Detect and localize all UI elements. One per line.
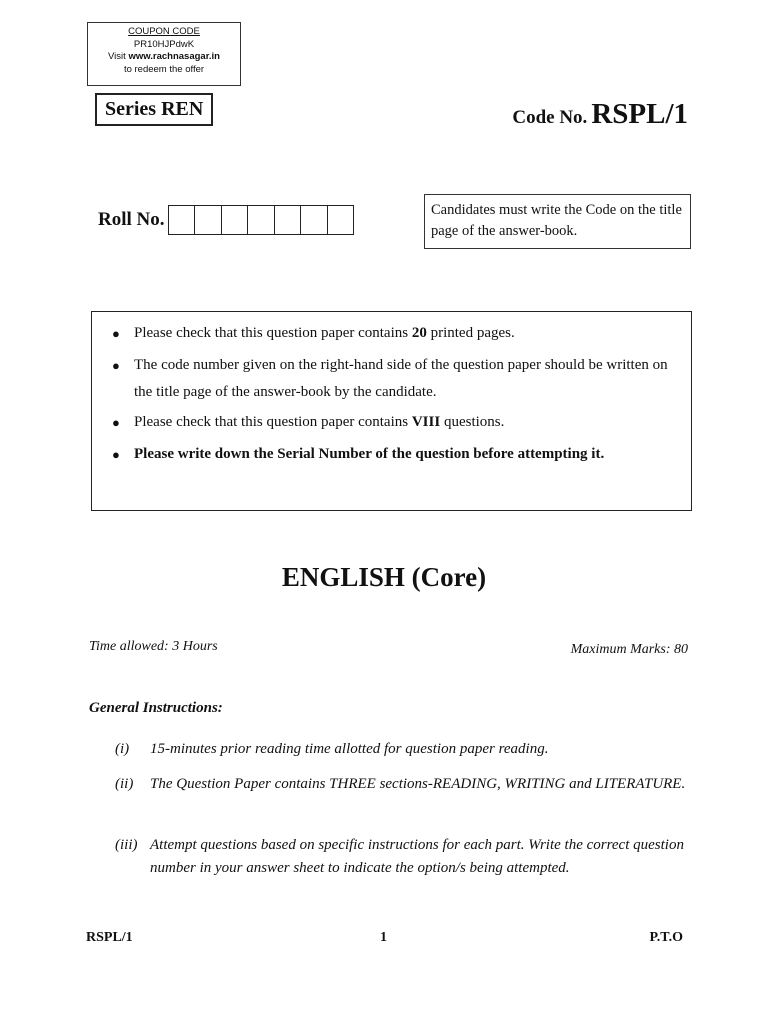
time-allowed: Time allowed: 3 Hours xyxy=(89,639,218,654)
bullet-icon: ● xyxy=(112,326,120,341)
question-count: VIII xyxy=(411,414,441,430)
coupon-visit-prefix: Visit xyxy=(108,51,129,62)
roll-number-label: Roll No. xyxy=(98,209,165,230)
instruction-number: (iii) xyxy=(115,837,138,853)
checklist-item-text: Please check that this question paper contains xyxy=(134,414,412,430)
code-number-value: RSPL/1 xyxy=(591,98,688,130)
bullet-icon: ● xyxy=(112,415,120,430)
checklist-item-text: printed pages. xyxy=(426,325,515,341)
coupon-redeem: to redeem the offer xyxy=(123,63,205,75)
instruction-item xyxy=(115,738,695,761)
candidates-note: Candidates must write the Code on the title page of the answer-book. xyxy=(424,194,691,249)
checklist-item xyxy=(112,409,681,436)
checklist-box xyxy=(91,311,692,511)
bullet-icon: ● xyxy=(112,358,120,373)
instruction-item xyxy=(115,773,695,796)
general-instructions-title: General Instructions: xyxy=(89,700,223,716)
roll-number-cell xyxy=(247,206,274,234)
checklist-item-text: The code number given on the right-hand side of the question paper should be written on the title page of the answer-book by the candidate. xyxy=(134,357,668,400)
roll-number-cell xyxy=(274,206,301,234)
instruction-text: The Question Paper contains THREE sections-READING, WRITING and LITERATURE. xyxy=(150,776,686,792)
roll-number-cell xyxy=(194,206,221,234)
roll-number-cell xyxy=(327,206,354,234)
roll-number-cell xyxy=(300,206,327,234)
coupon-visit-line xyxy=(88,51,240,64)
footer-code: RSPL/1 xyxy=(86,930,133,945)
coupon-title: COUPON CODE xyxy=(128,26,200,37)
checklist-item-text: Please write down the Serial Number of the question before attempting it. xyxy=(134,446,605,462)
instruction-item xyxy=(115,834,695,880)
subject-title: ENGLISH (Core) xyxy=(281,562,487,592)
code-number-label: Code No. xyxy=(512,107,588,128)
bullet-icon: ● xyxy=(112,447,120,462)
checklist-item xyxy=(112,320,681,347)
checklist-item xyxy=(112,441,681,468)
instruction-text: Attempt questions based on specific instructions for each part. Write the correct question number in your answer sheet to indicate the option/s being attempted. xyxy=(150,837,684,876)
roll-number-cell xyxy=(169,206,195,234)
roll-number-cell xyxy=(221,206,248,234)
roll-number xyxy=(98,205,354,235)
coupon-code: PR10HJPdwK xyxy=(133,38,195,50)
coupon-site: www.rachnasagar.in xyxy=(128,51,220,62)
checklist-item-text: questions. xyxy=(440,414,505,430)
series-label: Series REN xyxy=(95,93,213,126)
roll-number-boxes xyxy=(168,205,355,235)
coupon-box xyxy=(87,22,241,86)
instruction-number: (ii) xyxy=(115,776,134,792)
maximum-marks: Maximum Marks: 80 xyxy=(570,642,688,657)
checklist xyxy=(112,320,681,468)
checklist-item xyxy=(112,352,681,406)
page-count: 20 xyxy=(411,325,427,341)
page-number: 1 xyxy=(380,930,387,945)
code-number xyxy=(512,98,688,131)
checklist-item-text: Please check that this question paper contains xyxy=(134,325,412,341)
pto-label: P.T.O xyxy=(649,930,683,945)
instruction-number: (i) xyxy=(115,741,130,757)
instruction-text: 15-minutes prior reading time allotted for question paper reading. xyxy=(150,741,549,757)
